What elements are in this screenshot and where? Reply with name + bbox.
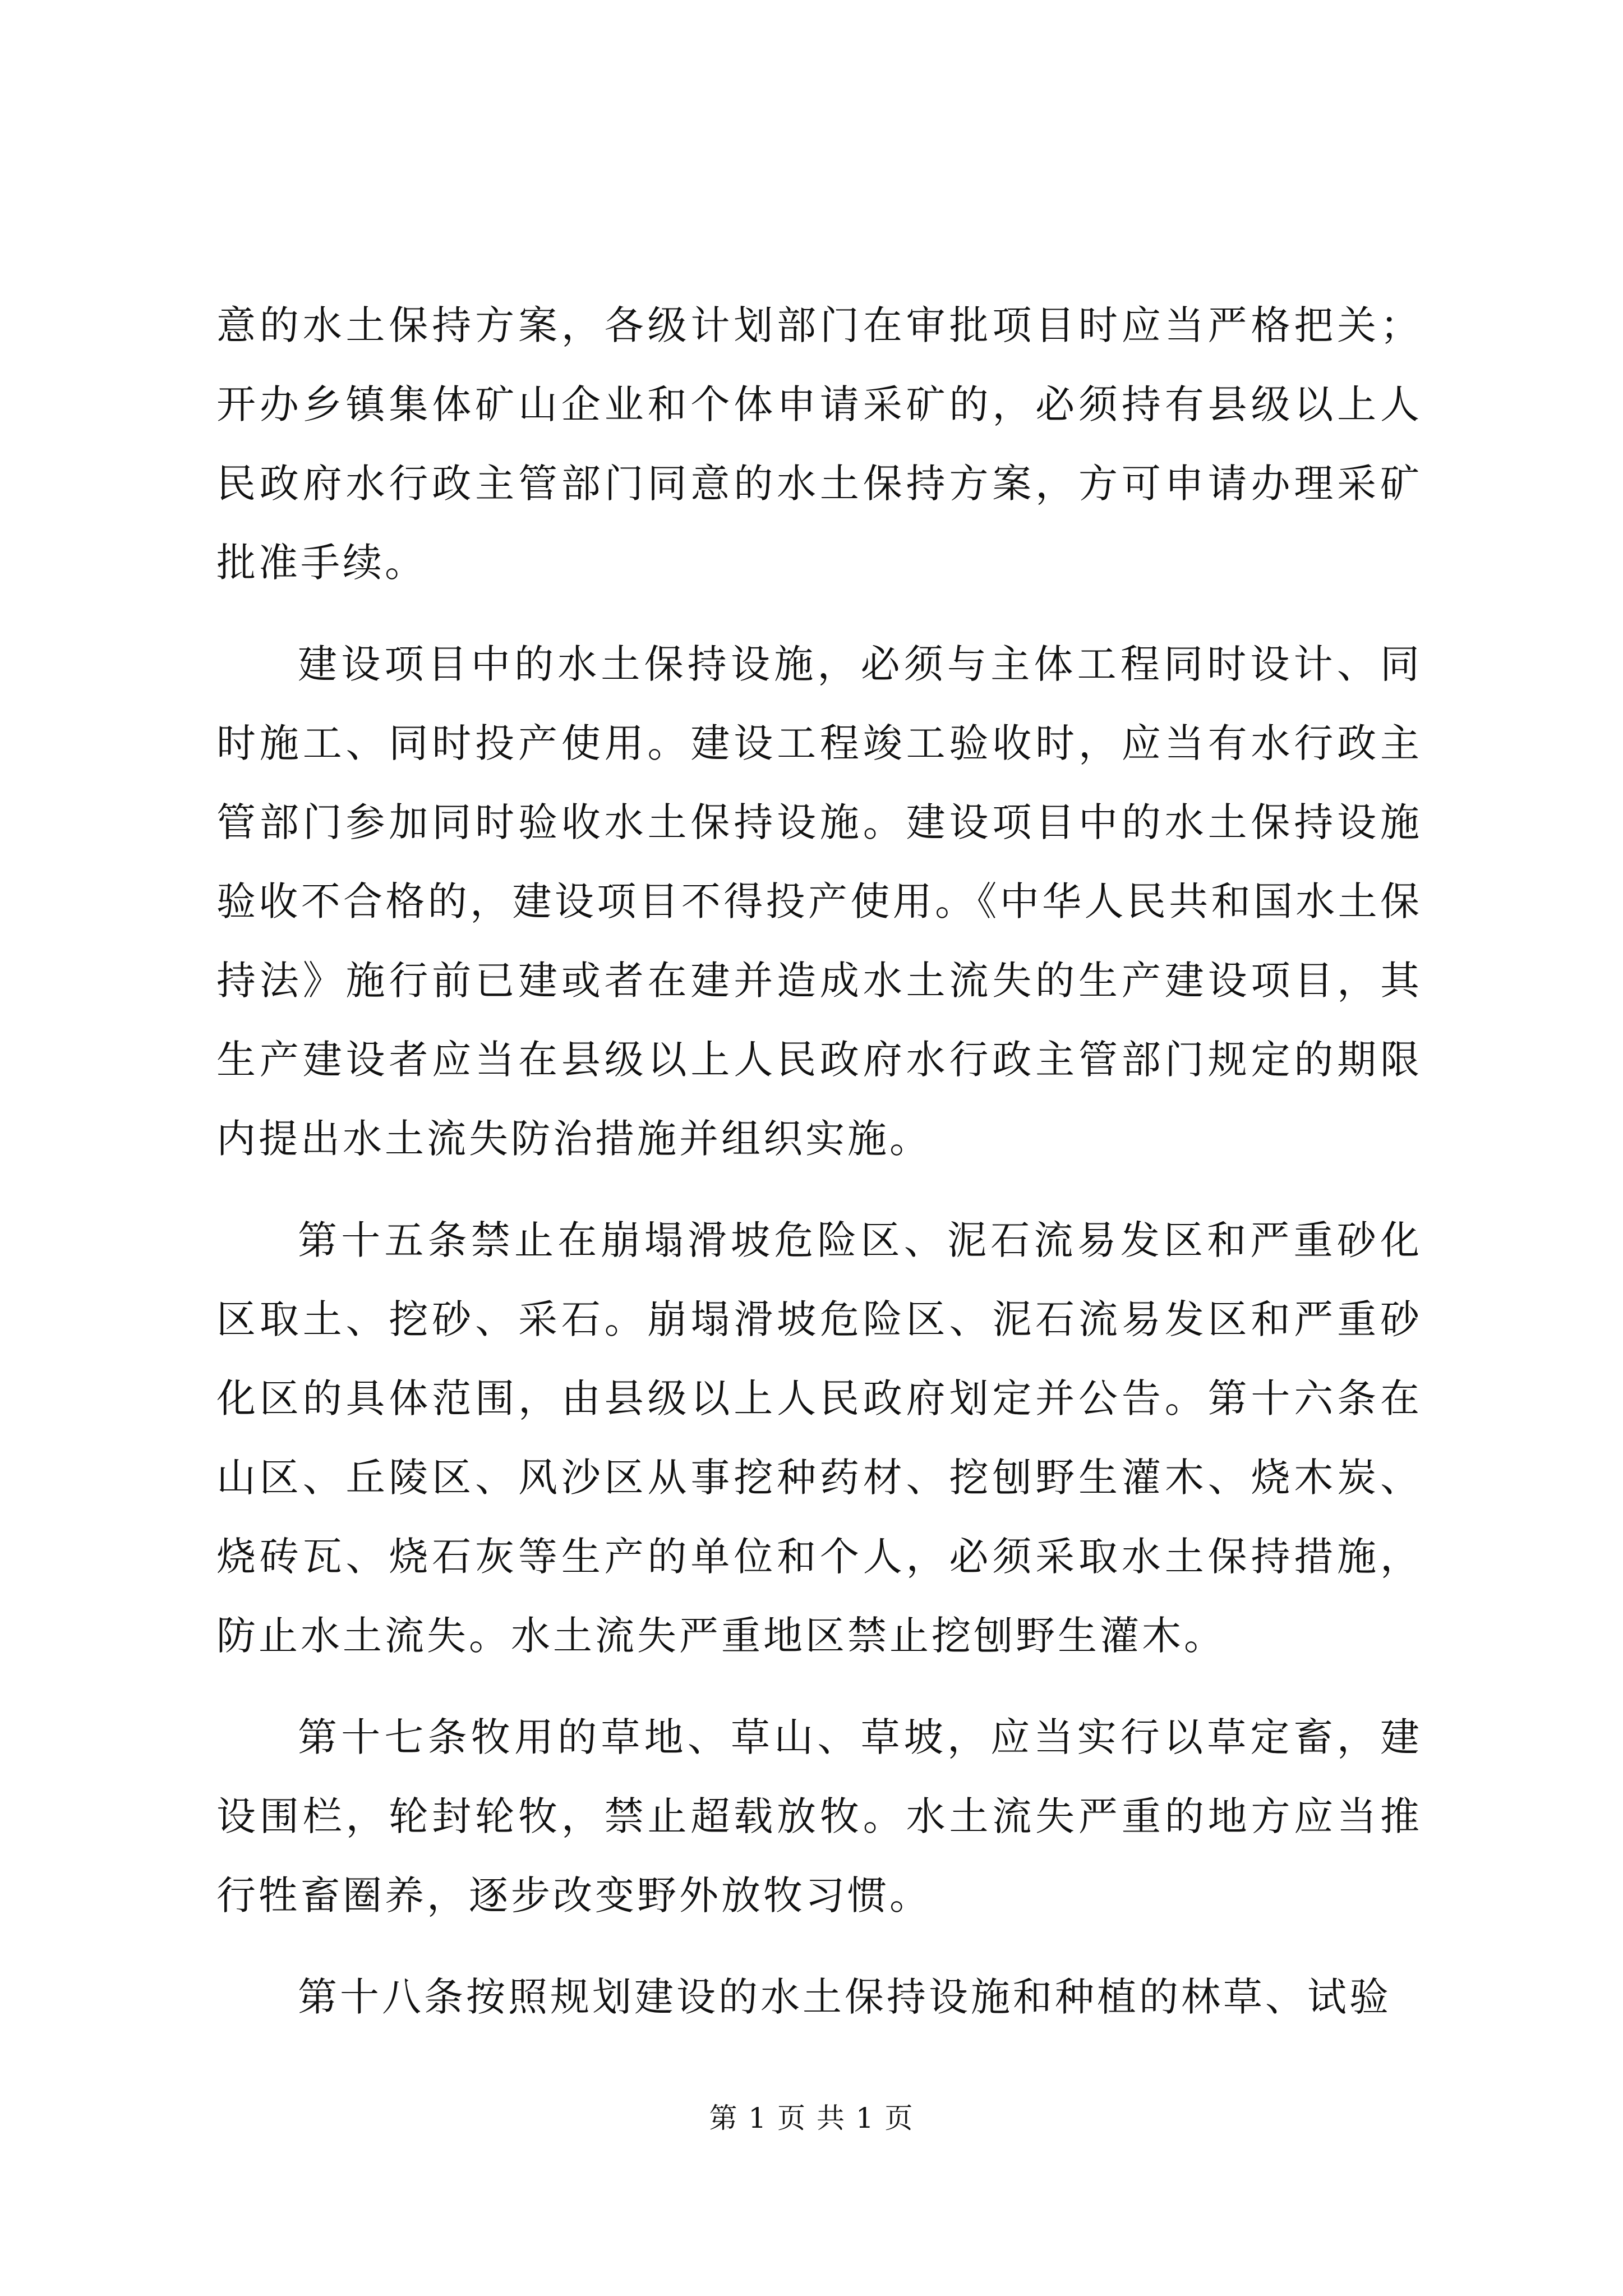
paragraph-1: 意的水土保持方案，各级计划部门在审批项目时应当严格把关；开办乡镇集体矿山企业和个体申请采矿的，必须持有县级以上人民政府水行政主管部门同意的水土保持方案，方可申请办理采矿批准手续。 (216, 302, 1422, 586)
paragraph-2: 建设项目中的水土保持设施，必须与主体工程同时设计、同时施工、同时投产使用。建设工程竣工验收时，应当有水行政主管部门参加同时验收水土保持设施。建设项目中的水土保持设施验收不合格的，建设项目不得投产使用。《中华人民共和国水土保持法》施行前已建或者在建并造成水土流失的生产建设项目，其生产建设者应当在县级以上人民政府水行政主管部门规定的期限内提出水土流失防治措施并组织实施。 (216, 641, 1422, 1162)
page-footer: 第 1 页 共 1 页 (709, 2102, 914, 2134)
paragraph-4: 第十七条牧用的草地、草山、草坡，应当实行以草定畜，建设围栏，轮封轮牧，禁止超载放牧。水土流失严重的地方应当推行牲畜圈养，逐步改变野外放牧习惯。 (216, 1714, 1422, 1918)
paragraph-5: 第十八条按照规划建设的水土保持设施和种植的林草、试验 (298, 1974, 1391, 2020)
document-body (216, 286, 1422, 2059)
paragraph-3: 第十五条禁止在崩塌滑坡危险区、泥石流易发区和严重砂化区取土、挖砂、采石。崩塌滑坡危险区、泥石流易发区和严重砂化区的具体范围，由县级以上人民政府划定并公告。第十六条在山区、丘陵区、风沙区从事挖种药材、挖刨野生灌木、烧木炭、烧砖瓦、烧石灰等生产的单位和个人，必须采取水土保持措施，防止水土流失。水土流失严重地区禁止挖刨野生灌木。 (216, 1217, 1422, 1659)
